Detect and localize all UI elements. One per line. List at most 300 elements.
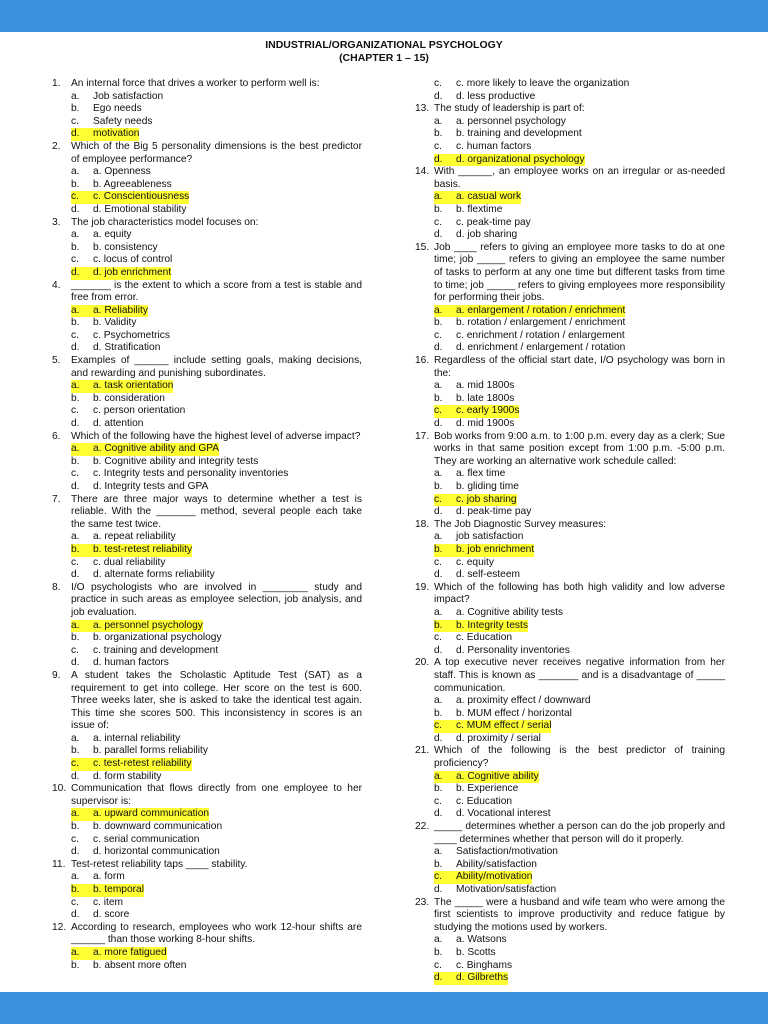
- answer-option: [415, 91, 725, 104]
- option-letter: d.: [434, 342, 443, 354]
- question: [415, 242, 725, 305]
- option-letter: b.: [434, 392, 443, 404]
- option-text: a. repeat reliability: [93, 531, 176, 543]
- question: [415, 103, 725, 116]
- option-text: a. Cognitive ability and GPA: [93, 443, 220, 455]
- option-text: a. Reliability: [93, 304, 148, 316]
- option-text: d. form stability: [93, 770, 162, 782]
- question: [415, 431, 725, 469]
- option-letter: b.: [434, 544, 456, 557]
- option-text: motivation: [93, 128, 140, 140]
- option-text: c. Integrity tests and personality inventories: [93, 468, 289, 480]
- answer-option: [415, 557, 725, 570]
- question-text: The study of leadership is part of:: [434, 103, 585, 115]
- option-text: b. late 1800s: [456, 392, 515, 404]
- answer-option: [52, 254, 362, 267]
- answer-option: [415, 708, 725, 721]
- answer-option: [415, 418, 725, 431]
- option-letter: a.: [71, 732, 80, 744]
- option-letter: c.: [71, 329, 79, 341]
- option-letter: a.: [71, 531, 80, 543]
- question-text: _______ is the extent to which a score from a test is stable and free from error.: [71, 279, 362, 304]
- answer-option-highlighted: [415, 405, 725, 418]
- option-text: d. organizational psychology: [456, 153, 585, 165]
- answer-option: [415, 607, 725, 620]
- question-text: Regardless of the official start date, I/O psychology was born in the:: [434, 355, 725, 379]
- answer-option: [52, 179, 362, 192]
- option-text: a. equity: [93, 229, 132, 241]
- option-text: b. downward communication: [93, 821, 223, 833]
- option-letter: b.: [434, 858, 443, 870]
- answer-option-highlighted: [52, 947, 362, 960]
- option-letter: c.: [434, 140, 442, 152]
- answer-option: [415, 934, 725, 947]
- question-text: Job ____ refers to giving an employee more tasks to do at one time; job _____ refers to giving an employee the same number of tasks to perform at any one time but different tasks from time to time; job _____ refers to giving employees more responsibility for performing their jobs.: [434, 241, 725, 304]
- question-text: A top executive never receives negative information from her staff. This is known as _______ and is a disadvantage of _____ communication.: [434, 657, 725, 694]
- question-number: 1.: [52, 78, 61, 89]
- option-text: b. Validity: [93, 317, 137, 329]
- option-text: c. serial communication: [93, 833, 200, 845]
- answer-option-highlighted: [415, 154, 725, 167]
- question-text: I/O psychologists who are involved in ________ study and practice in such areas as employee selection, job analysis, and job evaluation.: [71, 581, 362, 618]
- option-text: c. Binghams: [456, 959, 513, 971]
- answer-option: [415, 393, 725, 406]
- option-text: a. more fatigued: [93, 946, 167, 958]
- option-text: Ability/satisfaction: [456, 858, 537, 870]
- answer-option: [415, 569, 725, 582]
- option-text: Ego needs: [93, 103, 142, 115]
- option-text: c. Psychometrics: [93, 329, 170, 341]
- answer-option-highlighted: [52, 808, 362, 821]
- question-text: The Job Diagnostic Survey measures:: [434, 518, 607, 530]
- question: [52, 922, 362, 947]
- bottom-banner: [0, 992, 768, 1024]
- option-text: c. peak-time pay: [456, 216, 531, 228]
- option-text: b. rotation / enlargement / enrichment: [456, 317, 626, 329]
- left-column: [52, 78, 362, 972]
- question: [52, 355, 362, 380]
- answer-option: [52, 229, 362, 242]
- option-letter: b.: [434, 620, 456, 633]
- option-text: d. Gilbreths: [456, 972, 509, 984]
- option-letter: c.: [71, 254, 79, 266]
- option-text: b. Integrity tests: [456, 619, 528, 631]
- option-letter: a.: [71, 620, 93, 633]
- answer-option: [415, 78, 725, 91]
- question-number: 9.: [52, 669, 61, 681]
- option-letter: d.: [434, 418, 443, 430]
- option-text: d. Stratification: [93, 342, 161, 354]
- option-letter: c.: [71, 644, 79, 656]
- option-letter: c.: [71, 468, 79, 480]
- answer-option: [52, 330, 362, 343]
- option-text: c. dual reliability: [93, 556, 166, 568]
- answer-option-highlighted: [52, 758, 362, 771]
- option-text: c. human factors: [456, 140, 532, 152]
- option-text: a. mid 1800s: [456, 380, 515, 392]
- option-text: b. training and development: [456, 128, 582, 140]
- question: [415, 821, 725, 846]
- option-text: a. upward communication: [93, 808, 210, 820]
- answer-option: [52, 569, 362, 582]
- answer-option: [52, 897, 362, 910]
- option-letter: b.: [71, 745, 80, 757]
- option-letter: c.: [71, 191, 93, 204]
- option-letter: c.: [71, 556, 79, 568]
- option-text: b. consistency: [93, 241, 158, 253]
- option-text: c. MUM effect / serial: [456, 720, 552, 732]
- question-text: Which of the Big 5 personality dimensions is the best predictor of employee performance?: [71, 140, 362, 165]
- question-number: 15.: [415, 241, 430, 253]
- question-number: 11.: [52, 858, 66, 870]
- option-text: d. Personality inventories: [456, 644, 570, 656]
- answer-option: [415, 204, 725, 217]
- question-text: Test-retest reliability taps ____ stability.: [71, 858, 248, 870]
- option-text: Satisfaction/motivation: [456, 846, 558, 858]
- question-text: Communication that flows directly from one employee to her supervisor is:: [71, 783, 362, 807]
- option-letter: b.: [71, 392, 80, 404]
- option-text: a. form: [93, 871, 125, 883]
- option-letter: d.: [71, 267, 93, 280]
- answer-option: [52, 632, 362, 645]
- question: [52, 280, 362, 305]
- option-letter: c.: [71, 758, 93, 771]
- answer-option-highlighted: [52, 544, 362, 557]
- question-number: 20.: [415, 657, 430, 669]
- question-text: With ______, an employee works on an irregular or as-needed basis.: [434, 166, 725, 190]
- option-letter: d.: [434, 732, 443, 744]
- option-text: a. personnel psychology: [93, 619, 203, 631]
- option-text: a. personnel psychology: [456, 115, 566, 127]
- question-number: 22.: [415, 821, 430, 833]
- option-letter: c.: [434, 795, 442, 807]
- answer-option: [415, 229, 725, 242]
- option-text: d. job sharing: [456, 229, 518, 241]
- option-letter: a.: [71, 166, 80, 178]
- answer-option: [52, 166, 362, 179]
- option-text: Motivation/satisfaction: [456, 884, 557, 895]
- answer-option: [415, 783, 725, 796]
- option-text: b. Experience: [456, 783, 519, 795]
- option-letter: b.: [71, 178, 80, 190]
- answer-option-highlighted: [415, 720, 725, 733]
- option-text: b. MUM effect / horizontal: [456, 707, 572, 719]
- answer-option: [415, 947, 725, 960]
- option-text: d. alternate forms reliability: [93, 569, 215, 581]
- answer-option-highlighted: [415, 305, 725, 318]
- answer-option: [52, 733, 362, 746]
- option-letter: c.: [434, 405, 456, 418]
- option-letter: a.: [434, 305, 456, 318]
- question-number: 23.: [415, 896, 430, 908]
- option-letter: a.: [71, 229, 80, 241]
- answer-option: [415, 128, 725, 141]
- option-letter: d.: [71, 569, 80, 581]
- answer-option: [52, 468, 362, 481]
- question: [52, 141, 362, 166]
- answer-option: [415, 846, 725, 859]
- answer-option-highlighted: [52, 128, 362, 141]
- option-text: c. person orientation: [93, 405, 186, 417]
- option-letter: c.: [434, 871, 456, 884]
- option-letter: d.: [71, 418, 80, 430]
- option-letter: b.: [434, 203, 443, 215]
- answer-option: [415, 481, 725, 494]
- option-letter: b.: [71, 821, 80, 833]
- option-letter: b.: [71, 632, 80, 644]
- question-number: 5.: [52, 355, 61, 367]
- option-text: Job satisfaction: [93, 90, 164, 102]
- option-letter: d.: [71, 128, 93, 141]
- option-text: c. item: [93, 896, 124, 908]
- answer-option-highlighted: [415, 871, 725, 884]
- option-text: b. Scotts: [456, 946, 496, 958]
- option-text: b. Agreeableness: [93, 178, 172, 190]
- answer-option: [52, 418, 362, 431]
- answer-option: [415, 884, 725, 897]
- answer-option: [52, 771, 362, 784]
- option-letter: c.: [71, 896, 79, 908]
- question-text: Examples of ______ include setting goals, making decisions, and rewarding and punishing subordinates.: [71, 355, 362, 379]
- answer-option: [52, 405, 362, 418]
- option-text: c. early 1900s: [456, 405, 520, 417]
- option-letter: b.: [71, 317, 80, 329]
- option-letter: b.: [71, 241, 80, 253]
- option-letter: a.: [434, 531, 443, 543]
- option-text: d. mid 1900s: [456, 418, 515, 430]
- question: [52, 670, 362, 733]
- option-text: a. Watsons: [456, 934, 507, 946]
- answer-option: [415, 330, 725, 343]
- question-number: 18.: [415, 518, 430, 530]
- option-letter: a.: [71, 808, 93, 821]
- answer-option: [415, 141, 725, 154]
- option-letter: d.: [434, 884, 443, 895]
- option-text: c. Conscientiousness: [93, 191, 190, 203]
- page-title: [0, 39, 768, 65]
- right-column: [415, 78, 725, 985]
- option-text: a. internal reliability: [93, 732, 181, 744]
- option-text: d. job enrichment: [93, 266, 172, 278]
- option-text: d. attention: [93, 418, 144, 430]
- question: [52, 783, 362, 808]
- answer-option: [52, 834, 362, 847]
- option-letter: c.: [434, 720, 456, 733]
- question: [415, 519, 725, 532]
- option-letter: d.: [434, 229, 443, 241]
- question-number: 6.: [52, 430, 61, 442]
- question-number: 17.: [415, 430, 430, 442]
- option-text: c. locus of control: [93, 254, 173, 266]
- question-number: 3.: [52, 216, 61, 228]
- answer-option-highlighted: [52, 620, 362, 633]
- option-letter: a.: [71, 443, 93, 456]
- question-number: 21.: [415, 745, 430, 757]
- answer-option: [415, 317, 725, 330]
- option-letter: d.: [434, 506, 443, 518]
- option-letter: d.: [71, 342, 80, 354]
- option-letter: a.: [434, 380, 443, 392]
- option-letter: b.: [71, 103, 80, 115]
- title-line-1: INDUSTRIAL/ORGANIZATIONAL PSYCHOLOGY: [265, 39, 503, 51]
- option-text: b. job enrichment: [456, 543, 535, 555]
- question-text: Which of the following is the best predictor of training proficiency?: [434, 745, 725, 770]
- answer-option: [52, 342, 362, 355]
- answer-option: [52, 204, 362, 217]
- question-number: 19.: [415, 581, 430, 593]
- answer-option: [415, 808, 725, 821]
- answer-option: [52, 393, 362, 406]
- option-letter: a.: [71, 871, 80, 883]
- option-letter: d.: [71, 846, 80, 858]
- option-text: d. Vocational interest: [456, 808, 551, 820]
- option-letter: d.: [434, 972, 456, 985]
- answer-option: [415, 116, 725, 129]
- answer-option-highlighted: [52, 380, 362, 393]
- option-text: d. peak-time pay: [456, 506, 532, 518]
- option-text: a. enlargement / rotation / enrichment: [456, 304, 626, 316]
- option-letter: b.: [71, 544, 93, 557]
- option-letter: a.: [434, 115, 443, 127]
- answer-option-highlighted: [415, 620, 725, 633]
- option-text: c. Education: [456, 795, 513, 807]
- answer-option: [52, 909, 362, 922]
- question: [415, 166, 725, 191]
- option-letter: a.: [71, 380, 93, 393]
- question-number: 4.: [52, 279, 61, 291]
- option-letter: b.: [434, 317, 443, 329]
- option-text: d. horizontal communication: [93, 846, 220, 858]
- option-text: b. absent more often: [93, 959, 187, 971]
- option-letter: c.: [434, 556, 442, 568]
- option-text: d. score: [93, 909, 130, 921]
- question-text: According to research, employees who work 12-hour shifts are ______ than those working 8-hour shifts.: [71, 921, 362, 946]
- option-letter: a.: [434, 771, 456, 784]
- answer-option: [415, 342, 725, 355]
- answer-option: [415, 960, 725, 973]
- option-letter: d.: [434, 808, 443, 820]
- option-letter: a.: [434, 191, 456, 204]
- answer-option: [415, 468, 725, 481]
- answer-option: [52, 116, 362, 129]
- answer-option-highlighted: [415, 191, 725, 204]
- option-text: b. organizational psychology: [93, 632, 222, 644]
- option-letter: b.: [71, 455, 80, 467]
- question-text: _____ determines whether a person can do the job properly and ____ determines whether that person will do it properly.: [434, 821, 725, 845]
- option-text: a. Cognitive ability tests: [456, 606, 564, 618]
- option-letter: a.: [434, 606, 443, 618]
- option-letter: a.: [434, 846, 443, 858]
- option-text: a. proximity effect / downward: [456, 695, 591, 707]
- option-letter: c.: [434, 494, 456, 507]
- option-letter: c.: [434, 632, 442, 644]
- option-text: c. Education: [456, 632, 513, 644]
- option-text: d. proximity / serial: [456, 732, 541, 744]
- title-line-2: (CHAPTER 1 – 15): [339, 52, 429, 64]
- option-text: c. more likely to leave the organization: [456, 78, 630, 89]
- option-letter: d.: [71, 203, 80, 215]
- option-letter: c.: [434, 329, 442, 341]
- option-text: Safety needs: [93, 115, 153, 127]
- question: [415, 355, 725, 380]
- option-text: b. temporal: [93, 884, 144, 895]
- option-text: b. flextime: [456, 203, 503, 215]
- option-letter: a.: [434, 468, 443, 480]
- question: [415, 657, 725, 695]
- answer-option: [415, 645, 725, 658]
- option-text: d. enrichment / enlargement / rotation: [456, 342, 626, 354]
- option-letter: d.: [434, 154, 456, 167]
- question-text: Bob works from 9:00 a.m. to 1:00 p.m. every day as a clerk; Sue works in that same position except from 1:00 p.m. -5:00 p.m. They are working an alternative work schedule called:: [434, 430, 725, 467]
- answer-option: [52, 645, 362, 658]
- document-page: [0, 32, 768, 992]
- answer-option: [52, 456, 362, 469]
- option-letter: b.: [434, 946, 443, 958]
- answer-option: [52, 242, 362, 255]
- question-number: 16.: [415, 355, 430, 367]
- option-letter: b.: [434, 707, 443, 719]
- answer-option: [52, 821, 362, 834]
- option-letter: d.: [71, 657, 80, 669]
- option-text: d. human factors: [93, 657, 169, 669]
- option-letter: c.: [71, 833, 79, 845]
- option-letter: a.: [71, 305, 93, 318]
- question-text: There are three major ways to determine whether a test is reliable. With the _______ method, several people each take the same test twice.: [71, 493, 362, 530]
- option-text: job satisfaction: [456, 531, 524, 543]
- question-text: An internal force that drives a worker to perform well is:: [71, 78, 320, 89]
- option-letter: a.: [434, 934, 443, 946]
- question-text: A student takes the Scholastic Aptitude Test (SAT) as a requirement to get into college. Her score on the test is 600. Three weeks later, she is asked to take the identical test again. This time she scores 500. This inconsistency in scores is an issue of:: [71, 669, 362, 732]
- question-text: Which of the following have the highest level of adverse impact?: [71, 430, 361, 442]
- question: [415, 745, 725, 770]
- question: [52, 431, 362, 444]
- answer-option-highlighted: [415, 771, 725, 784]
- option-letter: b.: [71, 959, 80, 971]
- answer-option: [52, 657, 362, 670]
- option-letter: d.: [71, 909, 80, 921]
- option-letter: d.: [71, 481, 80, 492]
- answer-option-highlighted: [52, 443, 362, 456]
- question-number: 10.: [52, 783, 67, 795]
- option-letter: d.: [434, 90, 443, 102]
- answer-option: [52, 871, 362, 884]
- answer-option: [415, 217, 725, 230]
- answer-option-highlighted: [415, 544, 725, 557]
- question-number: 7.: [52, 493, 61, 505]
- answer-option: [52, 103, 362, 116]
- option-text: d. less productive: [456, 90, 536, 102]
- option-text: b. consideration: [93, 392, 165, 404]
- option-letter: d.: [434, 644, 443, 656]
- question: [415, 582, 725, 607]
- option-letter: d.: [434, 569, 443, 581]
- option-letter: a.: [71, 947, 93, 960]
- option-letter: b.: [434, 481, 443, 492]
- option-text: d. self-esteem: [456, 569, 520, 581]
- option-text: c. enrichment / rotation / enlargement: [456, 329, 625, 341]
- answer-option: [52, 745, 362, 758]
- option-letter: b.: [71, 884, 93, 897]
- option-text: d. Integrity tests and GPA: [93, 481, 209, 492]
- answer-option-highlighted: [415, 494, 725, 507]
- answer-option: [52, 481, 362, 494]
- option-letter: d.: [71, 770, 80, 782]
- answer-option: [415, 380, 725, 393]
- option-text: b. Cognitive ability and integrity tests: [93, 455, 259, 467]
- answer-option: [52, 317, 362, 330]
- option-text: c. test-retest reliability: [93, 758, 192, 770]
- question: [52, 78, 362, 91]
